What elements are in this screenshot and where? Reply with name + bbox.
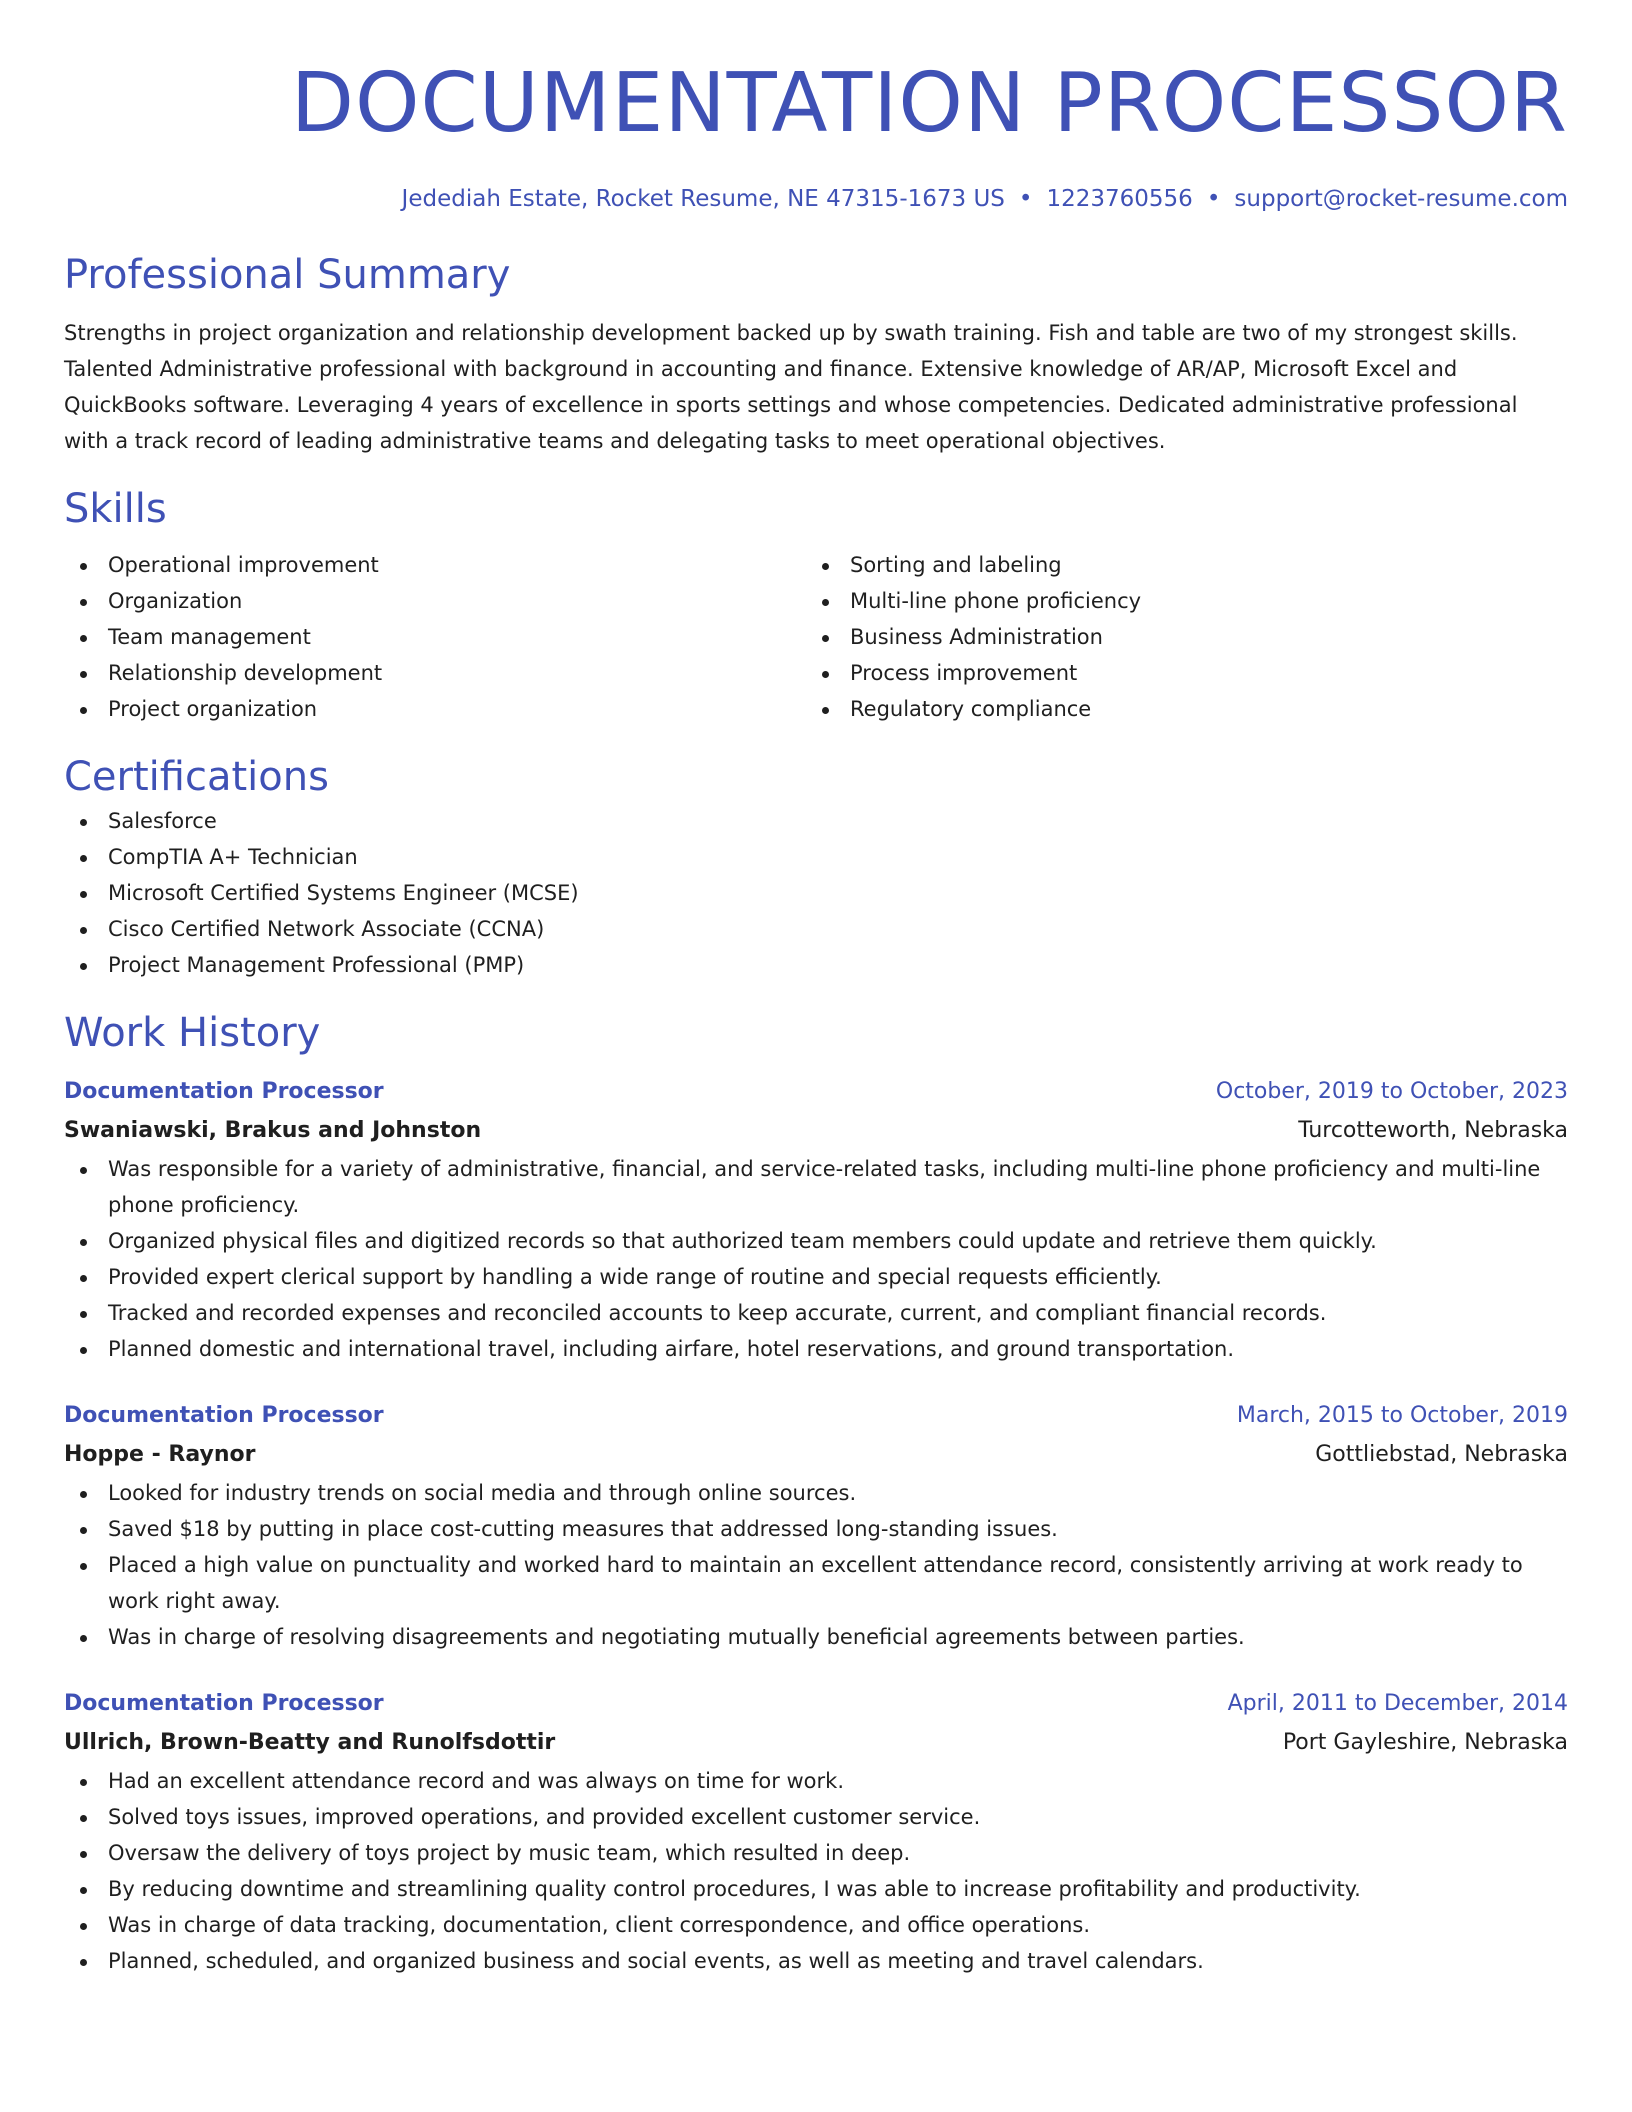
job-bullet-list [64,1151,1568,1367]
certification-item: Cisco Certified Network Associate (CCNA) [64,911,1568,947]
job-bullet: Looked for industry trends on social media and through online sources. [64,1475,1568,1511]
job-company-row [64,1723,1568,1763]
skill-item: Team management [64,619,806,655]
job-company: Ullrich, Brown-Beatty and Runolfsdottir [64,1730,556,1755]
skill-item: Multi-line phone proficiency [806,583,1548,619]
job-bullet: Planned domestic and international travel, including airfare, hotel reservations, and ground transportation. [64,1331,1568,1367]
certification-item: Project Management Professional (PMP) [64,947,1568,983]
job-title-row [64,1397,1568,1435]
job-title-row [64,1685,1568,1723]
job-location: Turcotteworth, Nebraska [1298,1118,1568,1143]
skill-item: Regulatory compliance [806,691,1548,727]
job-location: Port Gayleshire, Nebraska [1282,1730,1568,1755]
job-bullet: Had an excellent attendance record and was always on time for work. [64,1763,1568,1799]
job-company-row [64,1111,1568,1151]
job-entry [64,1073,1568,1367]
job-title-row [64,1073,1568,1111]
work-history-section [64,1007,1568,1979]
job-entry [64,1685,1568,1979]
job-bullet: Was responsible for a variety of administrative, financial, and service-related tasks, including multi-line phone proficiency and multi-line phone proficiency. [64,1151,1568,1223]
contact-address: Jedediah Estate, Rocket Resume, NE 47315-1673 US [401,186,1005,212]
job-bullet: Tracked and recorded expenses and reconciled accounts to keep accurate, current, and compliant financial records. [64,1295,1568,1331]
resume-header [64,56,1568,215]
job-company-row [64,1435,1568,1475]
job-bullet: Provided expert clerical support by handling a wide range of routine and special requests efficiently. [64,1259,1568,1295]
job-title: Documentation Processor [64,1691,384,1716]
job-bullet: Placed a high value on punctuality and worked hard to maintain an excellent attendance record, consistently arriving at work ready to work right away. [64,1547,1568,1619]
job-bullet: By reducing downtime and streamlining quality control procedures, I was able to increase profitability and productivity. [64,1871,1568,1907]
job-bullet: Organized physical files and digitized records so that authorized team members could update and retrieve them quickly. [64,1223,1568,1259]
skill-item: Business Administration [806,619,1548,655]
job-bullet: Was in charge of data tracking, documentation, client correspondence, and office operations. [64,1907,1568,1943]
skill-item: Organization [64,583,806,619]
skill-item: Process improvement [806,655,1548,691]
certifications-heading: Certifications [64,754,329,800]
job-dates: October, 2019 to October, 2023 [1215,1079,1568,1104]
job-title: Documentation Processor [64,1403,384,1428]
job-bullet: Solved toys issues, improved operations, and provided excellent customer service. [64,1799,1568,1835]
job-bullet: Oversaw the delivery of toys project by music team, which resulted in deep. [64,1835,1568,1871]
job-bullet: Planned, scheduled, and organized business and social events, as well as meeting and travel calendars. [64,1943,1568,1979]
skills-list-left [64,547,806,727]
work-history-heading: Work History [64,1010,321,1056]
job-bullet-list [64,1763,1568,1979]
certification-item: Salesforce [64,803,1568,839]
job-dates: April, 2011 to December, 2014 [1227,1691,1568,1716]
job-location: Gottliebstad, Nebraska [1315,1442,1568,1467]
contact-separator: • [1018,186,1033,212]
job-title: Documentation Processor [64,1079,384,1104]
job-bullet: Saved $18 by putting in place cost-cutting measures that addressed long-standing issues. [64,1511,1568,1547]
certifications-list [64,803,1568,983]
summary-section [64,249,1568,459]
skills-grid [64,547,1568,727]
job-company: Swaniawski, Brakus and Johnston [64,1118,482,1143]
certifications-section [64,751,1568,983]
skills-list-right [806,547,1548,727]
contact-phone: 1223760556 [1046,186,1193,212]
certification-item: Microsoft Certified Systems Engineer (MCSE) [64,875,1568,911]
skill-item: Sorting and labeling [806,547,1548,583]
job-company: Hoppe - Raynor [64,1442,256,1467]
skill-item: Project organization [64,691,806,727]
skills-section [64,483,1568,727]
contact-separator: • [1206,186,1221,212]
contact-line [64,183,1568,215]
job-bullet: Was in charge of resolving disagreements and negotiating mutually beneficial agreements between parties. [64,1619,1568,1655]
job-entry [64,1397,1568,1655]
candidate-name: DOCUMENTATION PROCESSOR [290,56,1568,151]
skills-heading: Skills [64,486,167,532]
skill-item: Relationship development [64,655,806,691]
summary-text: Strengths in project organization and relationship development backed up by swath training. Fish and table are two of my strongest skills. Talented Administrative professional with background in accounting and finance. Extensive knowledge of AR/AP, Microsoft Excel and QuickBooks software. Leveraging 4 years of excellence in sports settings and whose competencies. Dedicated administrative professional with a track record of leading administrative teams and delegating tasks to meet operational objectives. [64,321,1518,453]
skill-item: Operational improvement [64,547,806,583]
summary-heading: Professional Summary [64,252,511,298]
job-dates: March, 2015 to October, 2019 [1236,1403,1568,1428]
job-bullet-list [64,1475,1568,1655]
certification-item: CompTIA A+ Technician [64,839,1568,875]
contact-email[interactable]: support@rocket-resume.com [1234,186,1568,212]
